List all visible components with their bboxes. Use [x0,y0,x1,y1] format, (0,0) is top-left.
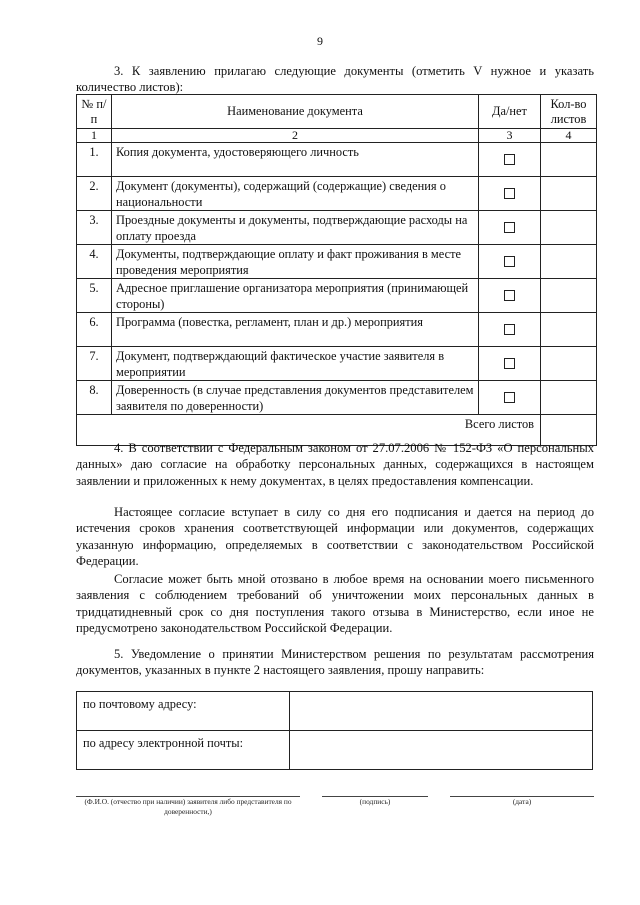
row-number: 5. [77,279,112,313]
document-name: Копия документа, удостоверяющего личность [112,143,479,177]
documents-table [76,94,597,446]
column-index: 4 [541,129,597,143]
total-sheets-label: Всего листов [77,415,541,446]
column-index: 2 [112,129,479,143]
document-checkbox[interactable] [504,188,515,199]
sheets-count-cell[interactable] [541,313,597,347]
column-index: 3 [479,129,541,143]
row-number: 4. [77,245,112,279]
row-number: 3. [77,211,112,245]
sheets-count-cell[interactable] [541,177,597,211]
document-name: Адресное приглашение организатора мероприятия (принимающей стороны) [112,279,479,313]
table-row [77,279,597,313]
signature-caption: (подпись) [359,797,391,806]
document-checkbox[interactable] [504,358,515,369]
sheets-count-cell[interactable] [541,245,597,279]
section3-intro: 3. К заявлению прилагаю следующие документы (отметить V нужное и указать количество листов): [76,64,594,95]
table-row [77,211,597,245]
consent-validity-paragraph: Настоящее согласие вступает в силу со дня его подписания и дается на период до истечения сроков хранения соответствующей информации или документов, содержащих указанную информацию, определяемых в соответствии с законодательством Российской Федерации. [76,505,594,569]
document-checkbox[interactable] [504,154,515,165]
table-row [77,731,593,770]
document-name: Документ (документы), содержащий (содержащие) сведения о национальности [112,177,479,211]
email-address-label: по адресу электронной почты: [77,731,290,770]
table-header-row [77,95,597,129]
notification-paragraph: 5. Уведомление о принятии Министерством решения по результатам рассмотрения документов, указанных в пункте 2 настоящего заявления, прошу направить: [76,647,594,678]
sheets-count-cell[interactable] [541,211,597,245]
header-sheets: Кол-во листов [541,95,597,129]
row-number: 7. [77,347,112,381]
table-row [77,692,593,731]
document-checkbox[interactable] [504,290,515,301]
sheets-count-cell[interactable] [541,381,597,415]
date-caption: (дата) [512,797,532,806]
table-row [77,143,597,177]
document-checkbox[interactable] [504,324,515,335]
document-name: Проездные документы и документы, подтверждающие расходы на оплату проезда [112,211,479,245]
postal-address-field[interactable] [290,692,593,731]
consent-revocation-paragraph: Согласие может быть мной отозвано в любое время на основании моего письменного заявления с соблюдением требований об уничтожении моих персональных данных в тридцатидневный срок со дня поступления такого отзыва в Министерство, если иное не предусмотрено законодательством Российской Федерации. [76,572,594,636]
sheets-count-cell[interactable] [541,279,597,313]
table-row [77,177,597,211]
header-num: № п/п [77,95,112,129]
row-number: 2. [77,177,112,211]
email-address-field[interactable] [290,731,593,770]
sheets-count-cell[interactable] [541,347,597,381]
row-number: 1. [77,143,112,177]
document-name: Программа (повестка, регламент, план и др.) мероприятия [112,313,479,347]
document-checkbox[interactable] [504,222,515,233]
column-index-row [77,129,597,143]
sheets-count-cell[interactable] [541,143,597,177]
table-row [77,381,597,415]
column-index: 1 [77,129,112,143]
notification-address-table [76,691,593,770]
document-checkbox[interactable] [504,256,515,267]
header-name: Наименование документа [112,95,479,129]
document-name: Документ, подтверждающий фактическое участие заявителя в мероприятии [112,347,479,381]
row-number: 6. [77,313,112,347]
postal-address-label: по почтовому адресу: [77,692,290,731]
document-name: Доверенность (в случае представления документов представителем заявителя по доверенности) [112,381,479,415]
document-name: Документы, подтверждающие оплату и факт проживания в месте проведения мероприятия [112,245,479,279]
table-row [77,313,597,347]
name-caption: (Ф.И.О. (отчество при наличии) заявителя либо представителя по доверенности,) [84,797,292,816]
consent-paragraph: 4. В соответствии с Федеральным законом от 27.07.2006 № 152-ФЗ «О персональных данных» даю согласие на обработку персональных данных, содержащихся в настоящем заявлении и приложенных к нему документах, в целях предоставления компенсации. [76,441,594,488]
header-yes-no: Да/нет [479,95,541,129]
row-number: 8. [77,381,112,415]
page-number: 9 [317,34,323,48]
table-row [77,245,597,279]
document-checkbox[interactable] [504,392,515,403]
table-row [77,347,597,381]
